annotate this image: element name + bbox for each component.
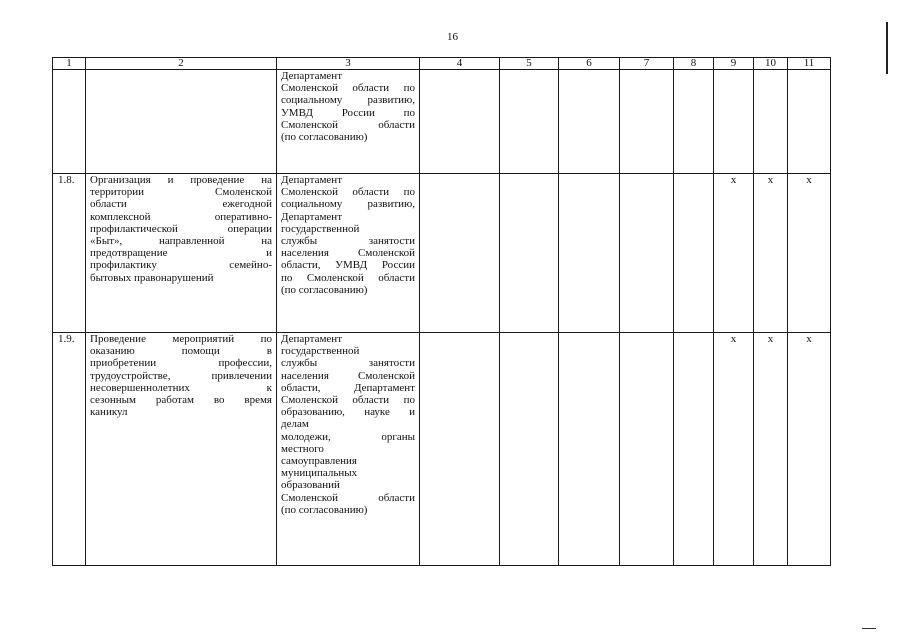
cell-text-line: молодежи, органы bbox=[281, 430, 415, 443]
column-header: 6 bbox=[559, 58, 620, 70]
column-header: 10 bbox=[754, 58, 788, 70]
column-header: 2 bbox=[86, 58, 277, 70]
mark-cell: x bbox=[714, 174, 754, 333]
cell-text-line: по Смоленской области bbox=[281, 271, 415, 284]
empty-cell bbox=[559, 70, 620, 174]
cell-text-line: самоуправления bbox=[281, 455, 357, 468]
cell-text-line: Департамент bbox=[281, 210, 343, 223]
cell-text-line: каникул bbox=[90, 406, 128, 419]
executor-cell bbox=[277, 333, 420, 566]
cell-text-line: (по согласованию) bbox=[281, 503, 368, 516]
empty-cell bbox=[620, 333, 674, 566]
empty-cell bbox=[500, 333, 559, 566]
cell-text-line: «Быт», направленной на bbox=[90, 235, 272, 248]
empty-cell bbox=[559, 333, 620, 566]
empty-cell bbox=[420, 70, 500, 174]
cell-text-line: социальному развитию, bbox=[281, 94, 415, 107]
cell-text-line: Смоленской области bbox=[281, 118, 415, 131]
cell-text-line: Проведение мероприятий по bbox=[90, 333, 272, 345]
mark-cell: x bbox=[754, 333, 788, 566]
cell-text-line: (по согласованию) bbox=[281, 131, 368, 144]
mark-cell bbox=[714, 70, 754, 174]
mark-cell bbox=[788, 70, 831, 174]
cell-text-line: сезонным работам во время bbox=[90, 394, 272, 407]
event-cell bbox=[86, 174, 277, 333]
cell-text-line: Департамент bbox=[281, 333, 343, 345]
cell-text-line: области, УМВД России bbox=[281, 259, 415, 272]
document-table bbox=[52, 57, 831, 566]
event-cell bbox=[86, 333, 277, 566]
cell-text-line: несовершеннолетних к bbox=[90, 381, 272, 394]
cell-text-line: Смоленской области bbox=[281, 491, 415, 504]
cell-text-line: населения Смоленской bbox=[281, 369, 415, 382]
cell-text-line: делам bbox=[281, 418, 309, 431]
empty-cell bbox=[620, 70, 674, 174]
cell-text-line: муниципальных bbox=[281, 467, 358, 480]
column-header: 9 bbox=[714, 58, 754, 70]
cell-text-line: комплексной оперативно- bbox=[90, 210, 272, 223]
cell-text-line: Департамент bbox=[281, 174, 343, 186]
cell-text-line: оказанию помощи в bbox=[90, 345, 272, 358]
cell-text-line: предотвращение и bbox=[90, 247, 272, 260]
cell-text-line: Смоленской области по bbox=[281, 82, 415, 95]
row-number-cell: 1.8. bbox=[53, 174, 86, 333]
cell-text-line: государственной bbox=[281, 345, 360, 358]
cell-text-line: местного bbox=[281, 442, 324, 455]
page-number: 16 bbox=[447, 31, 458, 43]
empty-cell bbox=[420, 333, 500, 566]
cell-text-line: службы занятости bbox=[281, 235, 415, 248]
cell-text-line: трудоустройстве, привлечении bbox=[90, 369, 272, 382]
cell-text-line: Смоленской области по bbox=[281, 394, 415, 407]
empty-cell bbox=[420, 174, 500, 333]
cell-text-line: области ежегодной bbox=[90, 198, 272, 211]
header-row bbox=[53, 58, 831, 70]
empty-cell bbox=[674, 333, 714, 566]
column-header: 4 bbox=[420, 58, 500, 70]
cell-text-line: Смоленской области по bbox=[281, 186, 415, 199]
cell-text-line: бытовых правонарушений bbox=[90, 271, 214, 284]
mark-cell bbox=[754, 70, 788, 174]
executor-cell bbox=[277, 174, 420, 333]
cell-text-line: населения Смоленской bbox=[281, 247, 415, 260]
event-cell bbox=[86, 70, 277, 174]
cell-text-line: Департамент bbox=[281, 70, 343, 82]
table-row bbox=[53, 174, 831, 333]
cell-text-line: УМВД России по bbox=[281, 106, 415, 119]
mark-cell: x bbox=[754, 174, 788, 333]
column-header: 3 bbox=[277, 58, 420, 70]
executor-cell bbox=[277, 70, 420, 174]
empty-cell bbox=[620, 174, 674, 333]
column-header: 8 bbox=[674, 58, 714, 70]
row-number-cell: 1.9. bbox=[53, 333, 86, 566]
column-header: 11 bbox=[788, 58, 831, 70]
mark-cell: x bbox=[714, 333, 754, 566]
cell-text-line: социальному развитию, bbox=[281, 198, 415, 211]
cell-text-line: области, Департамент bbox=[281, 381, 415, 394]
column-header: 1 bbox=[53, 58, 86, 70]
scan-edge-mark bbox=[886, 22, 888, 74]
cell-text-line: государственной bbox=[281, 222, 360, 235]
cell-text-line: образований bbox=[281, 479, 340, 492]
table-row bbox=[53, 333, 831, 566]
cell-text-line: образованию, науке и bbox=[281, 406, 415, 419]
empty-cell bbox=[559, 174, 620, 333]
empty-cell bbox=[674, 70, 714, 174]
column-header: 5 bbox=[500, 58, 559, 70]
mark-cell: x bbox=[788, 174, 831, 333]
empty-cell bbox=[500, 174, 559, 333]
cell-text-line: (по согласованию) bbox=[281, 283, 368, 296]
scan-corner-mark bbox=[862, 628, 876, 629]
cell-text-line: приобретении профессии, bbox=[90, 357, 272, 370]
cell-text-line: службы занятости bbox=[281, 357, 415, 370]
empty-cell bbox=[500, 70, 559, 174]
cell-text-line: профилактической операции bbox=[90, 222, 272, 235]
cell-text-line: территории Смоленской bbox=[90, 186, 272, 199]
table-row bbox=[53, 70, 831, 174]
empty-cell bbox=[674, 174, 714, 333]
cell-text-line: профилактику семейно- bbox=[90, 259, 272, 272]
cell-text-line: Организация и проведение на bbox=[90, 174, 272, 186]
mark-cell: x bbox=[788, 333, 831, 566]
row-number-cell bbox=[53, 70, 86, 174]
column-header: 7 bbox=[620, 58, 674, 70]
